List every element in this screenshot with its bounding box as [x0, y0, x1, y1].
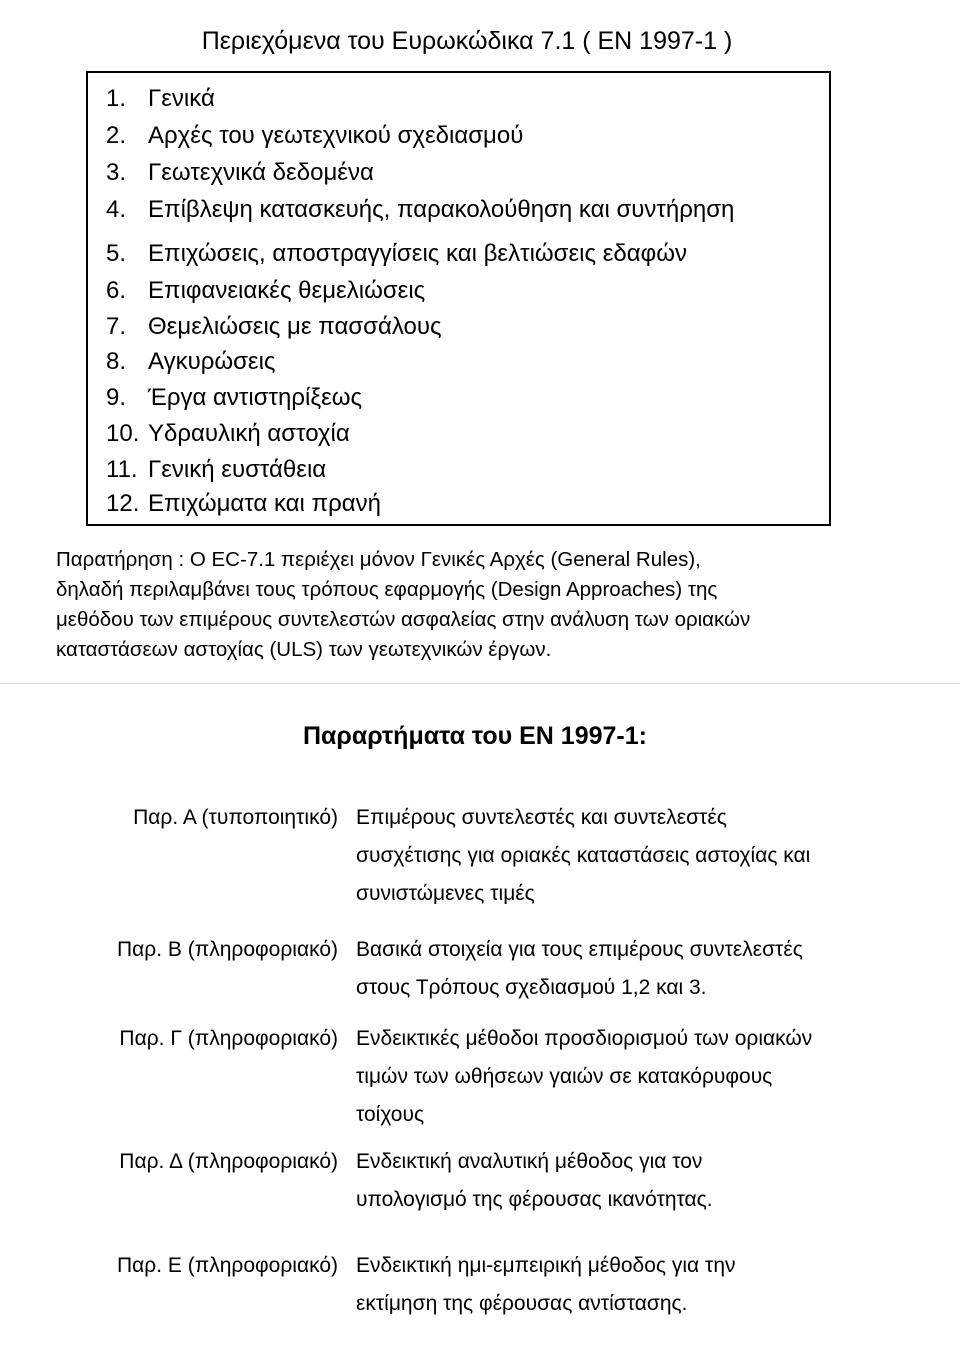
- toc-item-number: 10.: [106, 420, 140, 447]
- toc-item-number: 11.: [106, 456, 138, 483]
- toc-item: [106, 313, 442, 341]
- annex-description: [356, 931, 936, 1007]
- annex-description-line: συνιστώμενες τιμές: [356, 882, 535, 905]
- annex-reference: Παρ. Γ (πληροφοριακό): [119, 1027, 338, 1050]
- toc-item-number: 8.: [106, 348, 127, 375]
- contents-page: [0, 0, 960, 683]
- toc-item: [106, 122, 523, 150]
- toc-item: [106, 196, 734, 224]
- toc-item-label: Γενική ευστάθεια: [148, 456, 327, 483]
- annex-reference: Παρ. Α (τυποποιητικό): [133, 806, 338, 829]
- toc-item: [106, 240, 687, 268]
- toc-item-label: Έργα αντιστηρίξεως: [148, 384, 363, 411]
- toc-item: [106, 85, 215, 113]
- toc-item: [106, 420, 350, 448]
- toc-item-number: 5.: [106, 240, 127, 267]
- annex-description-line: τιμών των ωθήσεων γαιών σε κατακόρυφους: [356, 1065, 773, 1088]
- toc-item-number: 9.: [106, 384, 127, 411]
- annex-description: [356, 1143, 936, 1219]
- toc-item-number: 7.: [106, 313, 127, 340]
- toc-item-label: Αγκυρώσεις: [148, 348, 276, 375]
- annex-reference: Παρ. Δ (πληροφοριακό): [119, 1150, 338, 1173]
- toc-item-number: 1.: [106, 85, 127, 112]
- toc-item: [106, 456, 326, 484]
- annex-description-line: Ενδεικτική αναλυτική μέθοδος για τον: [356, 1150, 703, 1173]
- toc-item: [106, 159, 374, 187]
- appendices-page: [0, 684, 960, 1367]
- annex-description-line: Επιμέρους συντελεστές και συντελεστές: [356, 806, 727, 829]
- annex-description-line: συσχέτισης για οριακές καταστάσεις αστοχίας και: [356, 844, 811, 867]
- toc-item: [106, 348, 276, 376]
- toc-item-number: 12.: [106, 490, 140, 517]
- toc-item-label: Επιχώματα και πρανή: [148, 490, 381, 517]
- note-line: μεθόδου των επιμέρους συντελεστών ασφαλείας στην ανάλυση των οριακών: [56, 608, 751, 631]
- toc-item-number: 3.: [106, 159, 127, 186]
- page-title: Περιεχόμενα του Ευρωκώδικα 7.1 ( EN 1997-1 ): [201, 27, 733, 55]
- annex-description-line: Ενδεικτικές μέθοδοι προσδιορισμού των οριακών: [356, 1027, 813, 1050]
- annex-description-line: Βασικά στοιχεία για τους επιμέρους συντελεστές: [356, 938, 803, 961]
- annex-description-line: στους Τρόπους σχεδιασμού 1,2 και 3.: [356, 976, 707, 999]
- toc-item-label: Επιφανειακές θεμελιώσεις: [148, 277, 426, 304]
- toc-item-label: Επιχώσεις, αποστραγγίσεις και βελτιώσεις εδαφών: [148, 240, 687, 267]
- toc-item: [106, 277, 425, 305]
- annex-description-line: εκτίμηση της φέρουσας αντίστασης.: [356, 1292, 688, 1315]
- annex-description-line: υπολογισμό της φέρουσας ικανότητας.: [356, 1188, 713, 1211]
- toc-item-label: Γενικά: [148, 85, 215, 112]
- note-line: δηλαδή περιλαμβάνει τους τρόπους εφαρμογής (Design Approaches) της: [56, 578, 718, 601]
- annex-description: [356, 1020, 936, 1134]
- toc-item-label: Υδραυλική αστοχία: [148, 420, 350, 447]
- annex-reference: Παρ. Β (πληροφοριακό): [116, 938, 338, 961]
- annex-description: [356, 1247, 936, 1323]
- toc-item-number: 4.: [106, 196, 127, 223]
- note-line: Παρατήρηση : Ο EC-7.1 περιέχει μόνον Γενικές Αρχές (General Rules),: [56, 548, 701, 571]
- toc-item-label: Επίβλεψη κατασκευής, παρακολούθηση και συντήρηση: [148, 196, 735, 223]
- annex-description: [356, 799, 936, 913]
- annex-description-line: Ενδεικτική ημι-εμπειρική μέθοδος για την: [356, 1254, 736, 1277]
- toc-item-number: 6.: [106, 277, 127, 304]
- appendices-heading: Παραρτήματα του EN 1997-1:: [303, 722, 647, 750]
- note-paragraph: [56, 545, 946, 665]
- toc-item-label: Αρχές του γεωτεχνικού σχεδιασμού: [148, 122, 524, 149]
- toc-item-number: 2.: [106, 122, 127, 149]
- annex-description-line: τοίχους: [356, 1103, 425, 1126]
- annex-reference: Παρ. Ε (πληροφοριακό): [116, 1254, 338, 1277]
- toc-item: [106, 384, 362, 412]
- note-line: καταστάσεων αστοχίας (ULS) των γεωτεχνικών έργων.: [56, 638, 552, 661]
- toc-item-label: Θεμελιώσεις με πασσάλους: [148, 313, 442, 340]
- toc-item-label: Γεωτεχνικά δεδομένα: [148, 159, 374, 186]
- toc-item: [106, 490, 381, 518]
